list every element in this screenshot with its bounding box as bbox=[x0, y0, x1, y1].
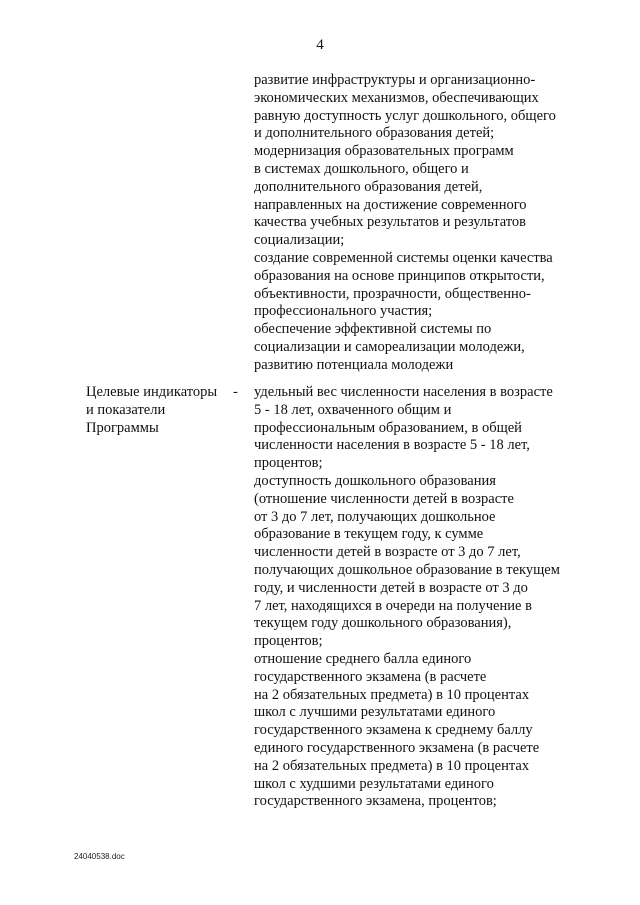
indicator-line: процентов; bbox=[254, 633, 323, 650]
indicator-line: (отношение численности детей в возрасте bbox=[254, 490, 514, 507]
indicator-line: государственного экзамена, процентов; bbox=[254, 793, 497, 810]
goals-line: качества учебных результатов и результатов bbox=[254, 214, 527, 231]
goals-line: в системах дошкольного, общего и bbox=[254, 160, 469, 177]
goals-line: развитие инфраструктуры и организационно- bbox=[254, 72, 536, 88]
indicator-line: образование в текущем году, к сумме bbox=[254, 526, 484, 543]
goals-line: развитию потенциала молодежи bbox=[254, 356, 454, 373]
program-goals-continued bbox=[254, 72, 614, 375]
indicator-line: получающих дошкольное образование в текущем bbox=[254, 561, 560, 578]
indicator-line: доступность дошкольного образования bbox=[254, 472, 496, 489]
indicator-line: отношение среднего балла единого bbox=[254, 650, 472, 667]
indicator-line: на 2 обязательных предмета) в 10 процентах bbox=[254, 757, 530, 774]
goals-line: объективности, прозрачности, общественно- bbox=[254, 285, 531, 302]
goals-line: экономических механизмов, обеспечивающих bbox=[254, 89, 539, 106]
page-number: 4 bbox=[316, 37, 324, 53]
goals-line: создание современной системы оценки качества bbox=[254, 249, 553, 266]
indicator-line: единого государственного экзамена (в расчете bbox=[254, 739, 540, 756]
goals-line: социализации; bbox=[254, 232, 345, 249]
indicators-label-line: Целевые индикаторы bbox=[86, 384, 218, 400]
goals-line: профессионального участия; bbox=[254, 303, 433, 320]
goals-line: модернизация образовательных программ bbox=[254, 143, 514, 160]
indicator-line: численности населения в возрасте 5 - 18 лет, bbox=[254, 437, 530, 454]
label-dash: - bbox=[233, 384, 238, 400]
indicators-label bbox=[86, 384, 236, 437]
indicator-line: школ с худшими результатами единого bbox=[254, 775, 494, 792]
goals-line: направленных на достижение современного bbox=[254, 196, 527, 213]
goals-line: образования на основе принципов открытости, bbox=[254, 267, 545, 284]
indicator-line: процентов; bbox=[254, 455, 323, 472]
goals-line: дополнительного образования детей, bbox=[254, 178, 483, 195]
indicator-line: текущем году дошкольного образования), bbox=[254, 615, 512, 632]
indicator-line: от 3 до 7 лет, получающих дошкольное bbox=[254, 508, 496, 525]
indicator-line: государственного экзамена (в расчете bbox=[254, 668, 487, 685]
indicators-list bbox=[254, 384, 614, 811]
indicator-line: численности детей в возрасте от 3 до 7 лет, bbox=[254, 544, 521, 561]
indicator-line: 5 - 18 лет, охваченного общим и bbox=[254, 401, 452, 418]
indicator-line: школ с лучшими результатами единого bbox=[254, 704, 496, 721]
indicators-label-line: и показатели bbox=[86, 401, 166, 418]
indicator-line: профессиональным образованием, в общей bbox=[254, 419, 522, 436]
goals-line: социализации и самореализации молодежи, bbox=[254, 338, 525, 355]
indicator-line: году, и численности детей в возрасте от 3 до bbox=[254, 579, 528, 596]
indicator-line: на 2 обязательных предмета) в 10 процентах bbox=[254, 686, 530, 703]
goals-line: обеспечение эффективной системы по bbox=[254, 321, 492, 338]
goals-line: равную доступность услуг дошкольного, общего bbox=[254, 107, 556, 124]
document-filename: 24040538.doc bbox=[74, 852, 125, 861]
indicator-line: 7 лет, находящихся в очереди на получение в bbox=[254, 597, 532, 614]
goals-line: и дополнительного образования детей; bbox=[254, 125, 495, 142]
indicator-line: государственного экзамена к среднему баллу bbox=[254, 722, 533, 739]
indicator-line: удельный вес численности населения в возрасте bbox=[254, 384, 553, 400]
indicators-label-line: Программы bbox=[86, 419, 159, 436]
